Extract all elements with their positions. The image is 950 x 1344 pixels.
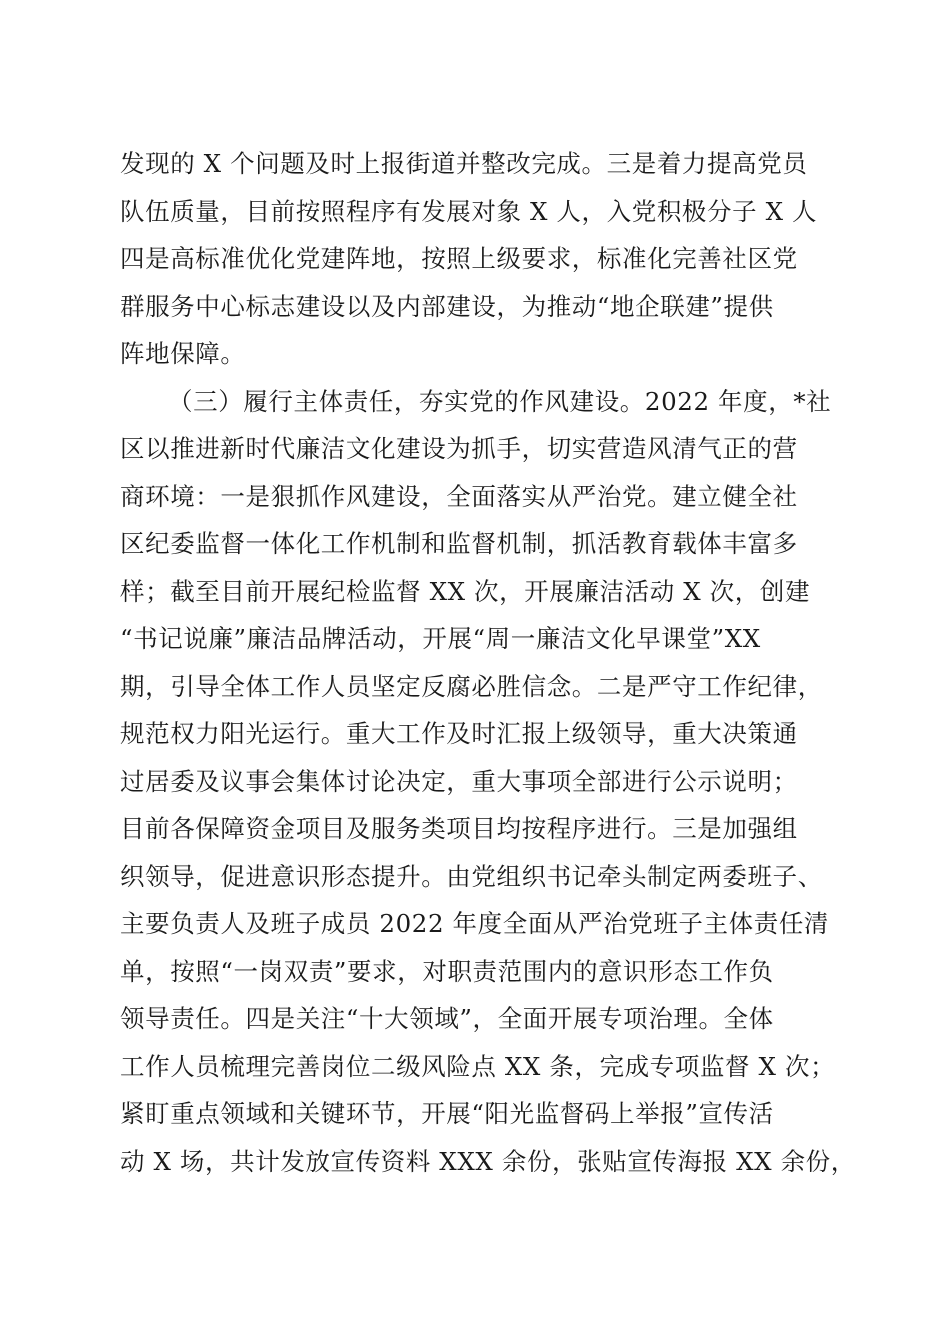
text-line: 队伍质量，目前按照程序有发展对象 X 人，入党积极分子 X 人 — [120, 196, 818, 226]
text-line: 商环境：一是狠抓作风建设，全面落实从严治党。建立健全社 — [120, 481, 798, 511]
text-line: 过居委及议事会集体讨论决定，重大事项全部进行公示说明； — [120, 766, 798, 796]
text-line: 阵地保障。 — [120, 339, 246, 368]
section-heading-line: （三）履行主体责任，夯实党的作风建设。2022 年度，*社 — [168, 386, 832, 416]
text-line: 发现的 X 个问题及时上报街道并整改完成。三是着力提高党员 — [120, 149, 808, 178]
text-line: 织领导，促进意识形态提升。由党组织书记牵头制定两委班子、 — [120, 861, 823, 891]
text-line: 工作人员梳理完善岗位二级风险点 XX 条，完成专项监督 X 次； — [120, 1051, 836, 1081]
text-line: 主要负责人及班子成员 2022 年度全面从严治党班子主体责任清 — [120, 909, 830, 938]
text-line: 紧盯重点领域和关键环节，开展“阳光监督码上举报”宣传活 — [120, 1099, 774, 1128]
text-line: 四是高标准优化党建阵地，按照上级要求，标准化完善社区党 — [120, 244, 798, 273]
text-line: 群服务中心标志建设以及内部建设，为推动“地企联建”提供 — [120, 291, 774, 321]
text-line: “书记说廉”廉洁品牌活动，开展“周一廉洁文化早课堂”XX — [120, 624, 761, 653]
text-line: 规范权力阳光运行。重大工作及时汇报上级领导，重大决策通 — [120, 719, 798, 748]
text-line: 区纪委监督一体化工作机制和监督机制，抓活教育载体丰富多 — [120, 529, 798, 558]
text-line: 目前各保障资金项目及服务类项目均按程序进行。三是加强组 — [120, 814, 798, 843]
text-line: 领导责任。四是关注“十大领域”，全面开展专项治理。全体 — [120, 1004, 774, 1033]
text-line: 区以推进新时代廉洁文化建设为抓手，切实营造风清气正的营 — [120, 434, 798, 463]
body-text — [120, 140, 856, 1185]
text-line: 单，按照“一岗双责”要求，对职责范围内的意识形态工作负 — [120, 956, 774, 986]
text-line: 动 X 场，共计发放宣传资料 XXX 余份，张贴宣传海报 XX 余份， — [120, 1146, 856, 1176]
text-line: 样；截至目前开展纪检监督 XX 次，开展廉洁活动 X 次，创建 — [120, 576, 811, 606]
text-line: 期，引导全体工作人员坚定反腐必胜信念。二是严守工作纪律， — [120, 671, 823, 701]
